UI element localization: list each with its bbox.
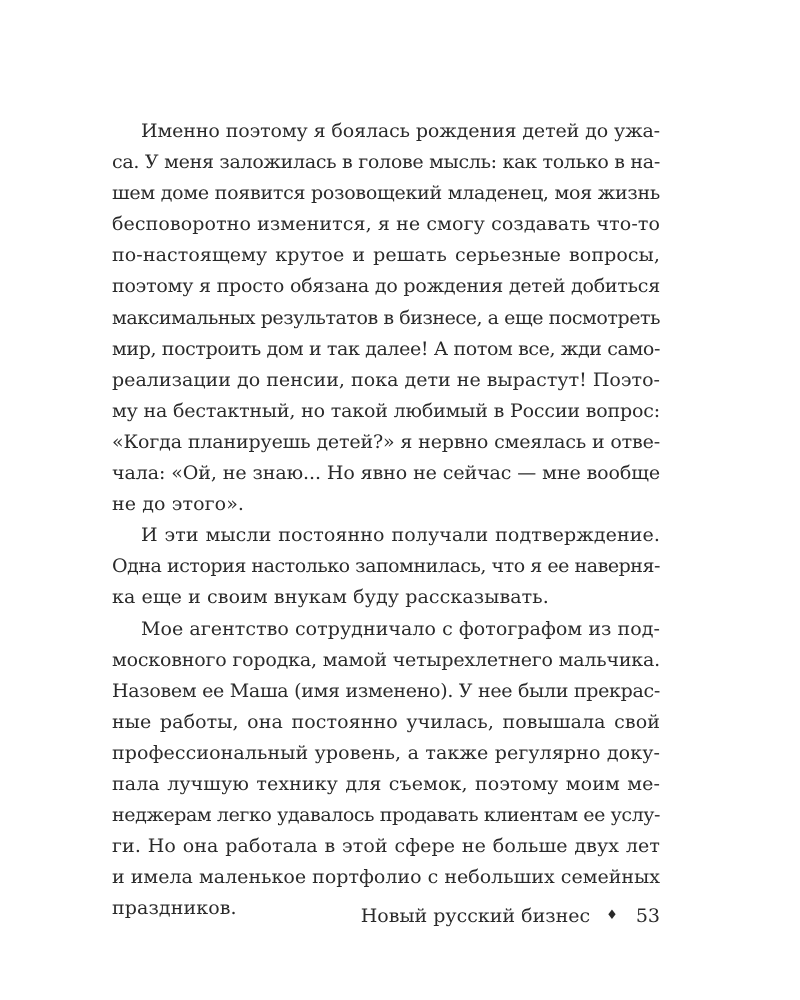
- text-line: и имела маленькое портфолио с небольших семейных: [112, 866, 660, 889]
- text-line: московного городка, мамой четырехлетнего мальчика.: [112, 648, 660, 671]
- text-line: чала: «Ой, не знаю... Но явно не сейчас — мне вообще: [112, 462, 660, 485]
- text-line: не до этого».: [112, 493, 245, 516]
- text-line: шем доме появится розовощекий младенец, моя жизнь: [112, 182, 660, 205]
- text-line: му на бестактный, но такой любимый в России вопрос:: [112, 399, 660, 422]
- text-line: максимальных результатов в бизнесе, а еще посмотреть: [112, 306, 660, 329]
- text-line: Именно поэтому я боялась рождения детей до ужа-: [141, 120, 660, 142]
- text-line: са. У меня заложилась в голове мысль: как только в на-: [112, 151, 660, 174]
- text-line: мир, построить дом и так далее! А потом все, жди само-: [112, 337, 660, 360]
- text-line: И эти мысли постоянно получали подтверждение.: [141, 524, 660, 547]
- text-line: Мое агентство сотрудничало с фотографом из под-: [141, 617, 660, 640]
- text-line: по-настоящему крутое и решать серьезные вопросы,: [112, 244, 660, 267]
- page-number: 53: [635, 905, 660, 927]
- text-line: ные работы, она постоянно училась, повышала свой: [112, 710, 660, 733]
- text-line: реализации до пенсии, пока дети не вырастут! Поэто-: [112, 368, 660, 391]
- page-footer: [361, 905, 660, 927]
- text-line: неджерам легко удавалось продавать клиентам ее услу-: [112, 804, 660, 827]
- text-line: Одна история настолько запомнилась, что я ее наверня-: [112, 555, 660, 578]
- text-line: ка еще и своим внукам буду рассказывать.: [112, 586, 549, 609]
- text-line: «Когда планируешь детей?» я нервно смеялась и отве-: [112, 430, 660, 453]
- text-line: бесповоротно изменится, я не смогу создавать что-то: [112, 213, 660, 236]
- paragraph: [112, 614, 660, 925]
- text-line: Назовем ее Маша (имя изменено). У нее были прекрас-: [112, 679, 660, 702]
- text-line: пала лучшую технику для съемок, поэтому моим ме-: [112, 772, 660, 795]
- text-line: поэтому я просто обязана до рождения детей добиться: [112, 275, 660, 298]
- running-title: Новый русский бизнес: [360, 905, 591, 927]
- paragraph: [112, 116, 660, 520]
- body-text: [112, 116, 660, 924]
- diamond-separator-icon: ♦: [606, 907, 618, 923]
- text-line: ги. Но она работала в этой сфере не больше двух лет: [112, 835, 660, 858]
- text-line: праздников.: [112, 897, 237, 920]
- paragraph: [112, 520, 660, 613]
- text-line: профессиональный уровень, а также регулярно доку-: [112, 741, 660, 764]
